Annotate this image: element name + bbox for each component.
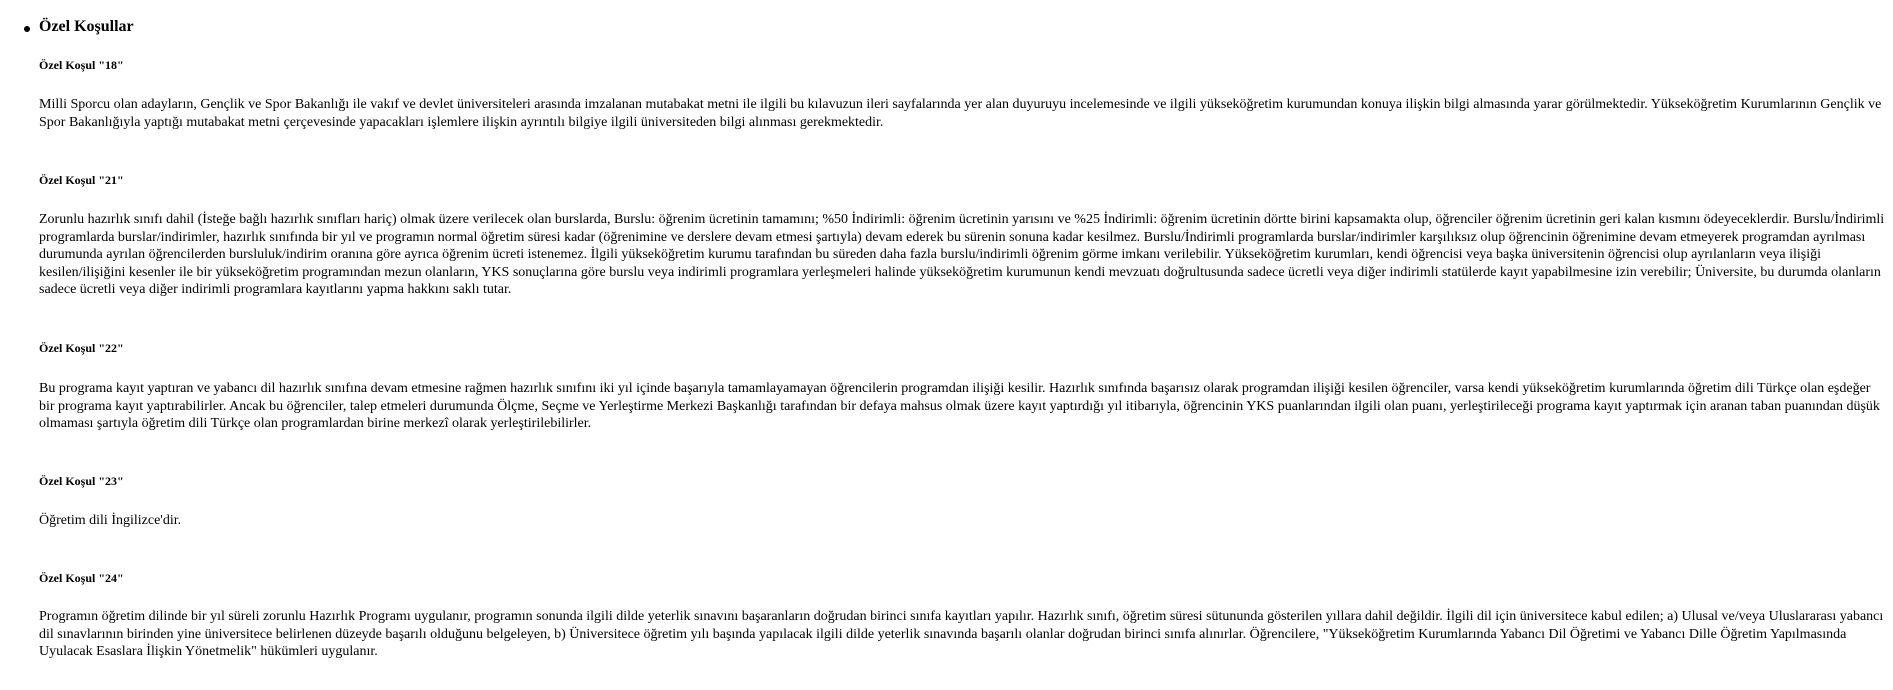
section-text-18: Milli Sporcu olan adayların, Gençlik ve Spor Bakanlığı ile vakıf ve devlet üniversiteleri arasında imzalanan mutabakat metni ile ilgili bu kılavuzun ileri sayfalarında yer alan duyuruyu incelemesinde ve ilgili yükseköğretim kurumundan konuya ilişkin bilgi almasında yarar görülmektedir. Yükseköğretim Kurumlarının Gençlik ve Spor Bakanlığıyla yaptığı mutabakat metni çerçevesinde yapacakları işlemlere ilişkin ayrıntılı bilgiye ilgili üniversiteden bilgi alınması gerekmektedir. [39, 97, 1882, 130]
section-title-24: Özel Koşul "24" [39, 571, 124, 585]
section-text-22: Bu programa kayıt yaptıran ve yabancı dil hazırlık sınıfına devam etmesine rağmen hazırlık sınıfını iki yıl içinde başarıyla tamamlayamayan öğrencilerin programdan ilişiği kesilir. Hazırlık sınıfında başarısız olarak programdan ilişiği kesilen öğrenciler, varsa kendi yükseköğretim kurumlarında öğretim dili Türkçe olan eşdeğer bir programa kayıt yaptırabilirler. Ancak bu öğrenciler, talep etmeleri durumunda Ölçme, Seçme ve Yerleştirme Merkezi Başkanlığı tarafından bir defaya mahsus olmak üzere kayıt yaptırdığı yıl itibarıyla, öğrencinin YKS puanlarından ilgili olan puanı, yerleştirileceği programa kayıt yaptırmak için aranan taban puanından düşük olmaması şartıyla öğretim dili Türkçe olan programlardan birine merkezî olarak yerleştirilebilirler. [39, 381, 1880, 431]
bullet-icon [24, 26, 30, 32]
section-text-21: Zorunlu hazırlık sınıfı dahil (İsteğe bağlı hazırlık sınıfları hariç) olmak üzere verilecek olan burslarda, Burslu: öğrenim ücretinin tamamını; %50 İndirimli: öğrenim ücretinin yarısını ve %25 İndirimli: öğrenim ücretinin dörtte birini kapsamakta olup, öğrenciler öğrenim ücretinin geri kalan kısmını ödeyeceklerdir. Burslu/İndirimli programlarda burslar/indirimler, hazırlık sınıfında bir yıl ve programın normal öğretim süresi kadar (öğrenimine ve derslere devam etmesi şartıyla) devam ederek bu sürenin sonuna kadar kesilmez. Burslu/İndirimli programlarda burslar/indirimler karşılıksız olup öğrencinin öğrenimine devam etmeyerek programdan ayrılması durumunda ayrılan öğrencilerden bursluluk/indirim oranına göre ayrıca öğrenim ücreti istenemez. İlgili yükseköğretim kurumu tarafından bu süreden daha fazla burslu/indirimli öğrenim görme imkanı verilebilir. Yükseköğretim kurumları, kendi öğrencisi veya başka üniversitenin öğrencisi olup ayrılanların veya ilişiği kesilen/ilişiğini kesenler ile bir yükseköğretim programından mezun olanların, YKS sonuçlarına göre burslu veya indirimli programlara yerleşmeleri halinde yükseköğretim kurumunun kendi mevzuatı doğrultusunda sadece ücretli veya diğer indirimli statülerde kayıt yapabilmesine izin verebilir; Üniversite, bu durumda olanların sadece ücretli veya diğer indirimli programlara kayıtlarını yapma hakkını saklı tutar. [39, 212, 1885, 297]
section-text-23: Öğretim dili İngilizce'dir. [39, 513, 182, 528]
section-title-18: Özel Koşul "18" [39, 58, 124, 72]
section-text-24: Programın öğretim dilinde bir yıl süreli zorunlu Hazırlık Programı uygulanır, programın sonunda ilgili dilde yeterlik sınavını başaranların doğrudan birinci sınıfa kayıtları yapılır. Hazırlık sınıfı, öğretim süresi sütununda gösterilen yıllara dahil değildir. İlgili dil için üniversitece kabul edilen; a) Ulusal ve/veya Uluslararası yabancı dil sınavlarının birinden yine üniversitece belirlenen düzeyde başarılı olduğunu belgeleyen, b) Üniversitece öğretim yılı başında yapılacak ilgili dilde yeterlik sınavında başarılı olanlar doğrudan birinci sınıfa alınırlar. Öğrencilere, "Yükseköğretim Kurumlarında Yabancı Dil Öğretimi ve Yabancı Dille Öğretim Yapılmasında Uyulacak Esaslara İlişkin Yönetmelik" hükümleri uygulanır. [39, 609, 1884, 659]
section-title-23: Özel Koşul "23" [39, 474, 124, 488]
page-title: Özel Koşullar [39, 18, 134, 35]
section-title-21: Özel Koşul "21" [39, 173, 124, 187]
section-title-22: Özel Koşul "22" [39, 341, 124, 355]
